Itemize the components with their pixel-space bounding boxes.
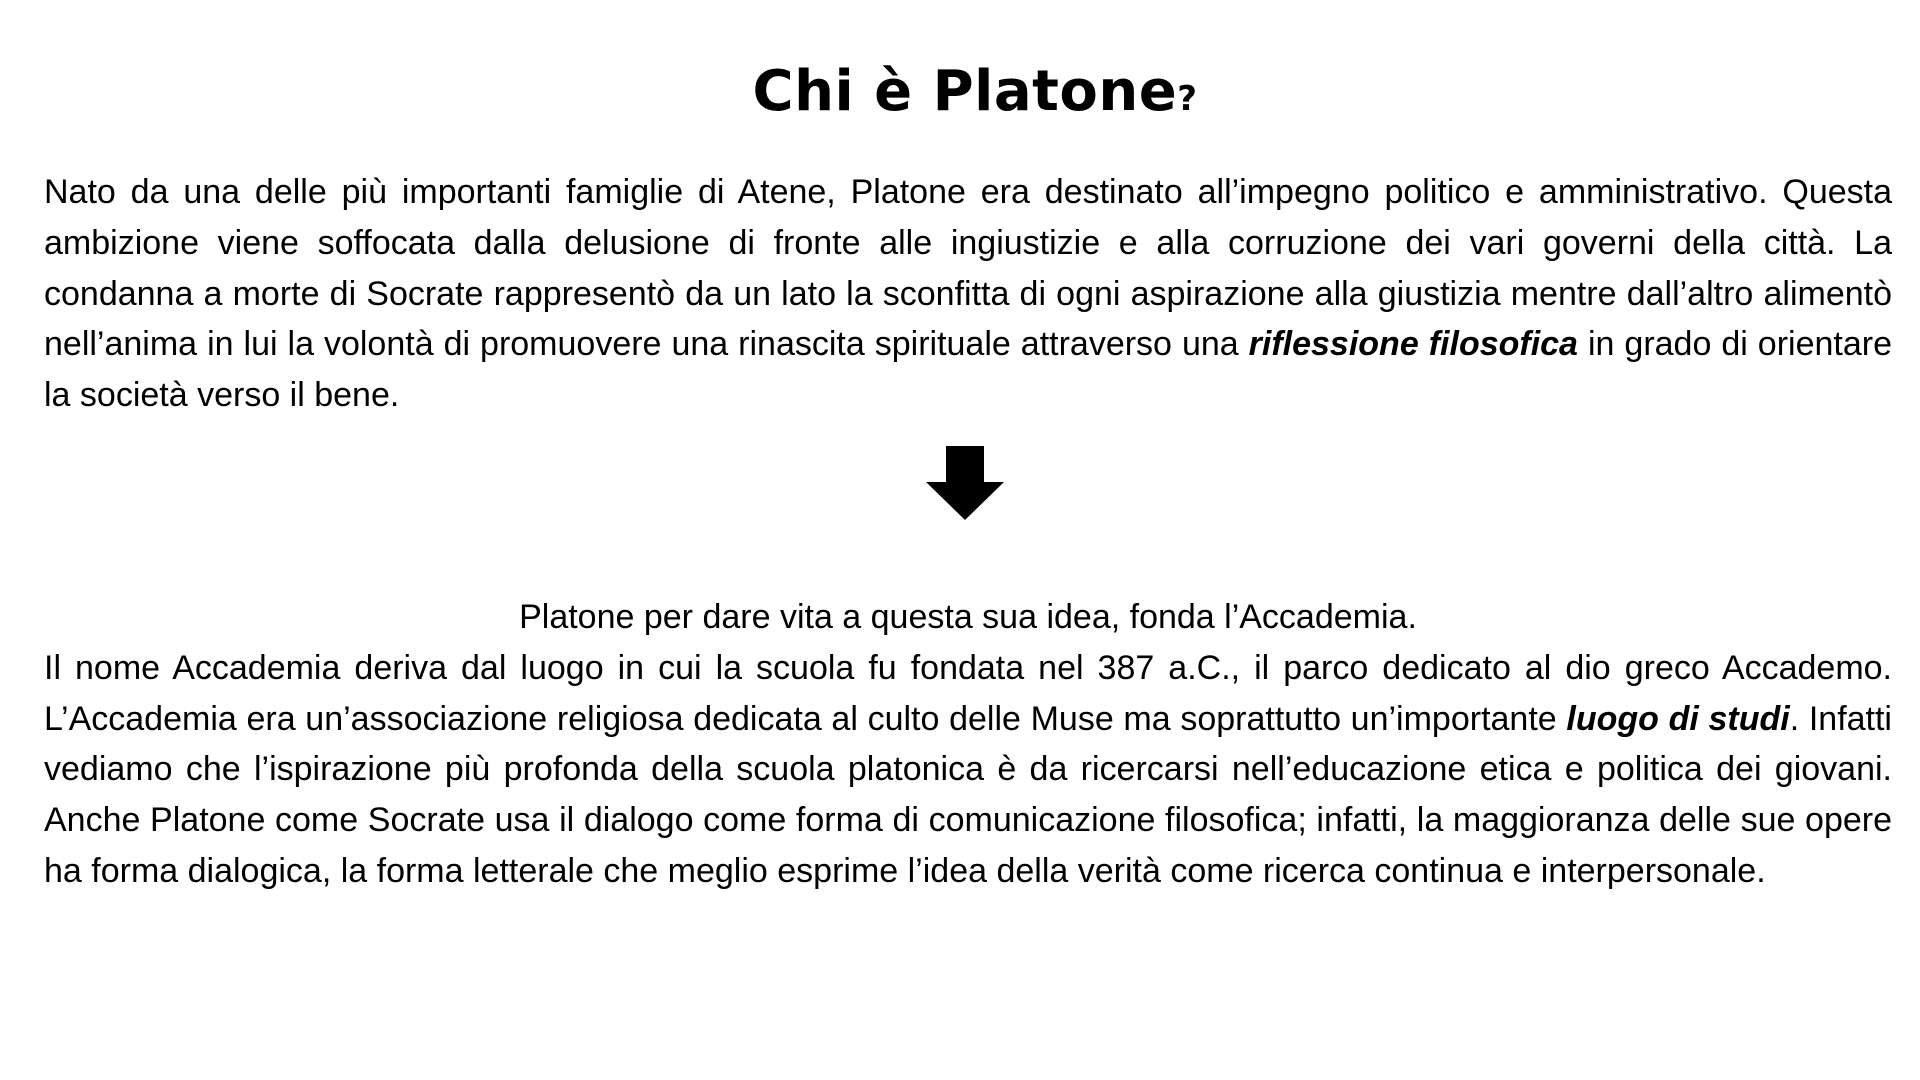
paragraph-2-text-after: . Infatti vediamo che l’ispirazione più profonda della scuola platonica è da ricercarsi nell’educazione etica e politica dei giovani. Anche Platone come Socrate usa il dialogo come forma di comunicazione filosofica; infatti, la maggioranza delle sue opere ha forma dialogica, la forma letterale che meglio esprime l’idea della verità come ricerca continua e interpersonale. (44, 699, 1892, 890)
emphasis-luogo-di-studi: luogo di studi (1566, 699, 1790, 738)
paragraph-2-intro-line: Platone per dare vita a questa sua idea, fonda l’Accademia. (519, 598, 1417, 636)
title-text: Chi è Platone (752, 59, 1178, 124)
paragraph-1-text-after: in grado di orientare la società verso il bene. (44, 325, 1892, 415)
paragraph-1-text-before: Nato da una delle più importanti famiglie di Atene, Platone era destinato all’impegno politico e amministrativo. Questa ambizione viene soffocata dalla delusione di fronte alle ingiustizie e alla corruzione dei vari governi della città. La condanna a morte di Socrate rappresentò da un lato la sconfitta di ogni aspirazione alla giustizia mentre dall’altro alimentò nell’anima in lui la volontà di promuovere una rinascita spirituale attraverso una (44, 173, 1892, 364)
arrow-down-icon (926, 446, 1004, 520)
title-question-mark: ? (1177, 79, 1198, 119)
page-title (0, 52, 1920, 139)
emphasis-riflessione-filosofica: riflessione filosofica (1248, 325, 1578, 364)
paragraph-accademia (44, 592, 1892, 897)
paragraph-platone-biography (44, 167, 1892, 421)
paragraph-2-text-before: Il nome Accademia deriva dal luogo in cui la scuola fu fondata nel 387 a.C., il parco dedicato al dio greco Accademo. L’Accademia era un’associazione religiosa dedicata al culto delle Muse ma soprattutto un’importante (44, 648, 1892, 738)
